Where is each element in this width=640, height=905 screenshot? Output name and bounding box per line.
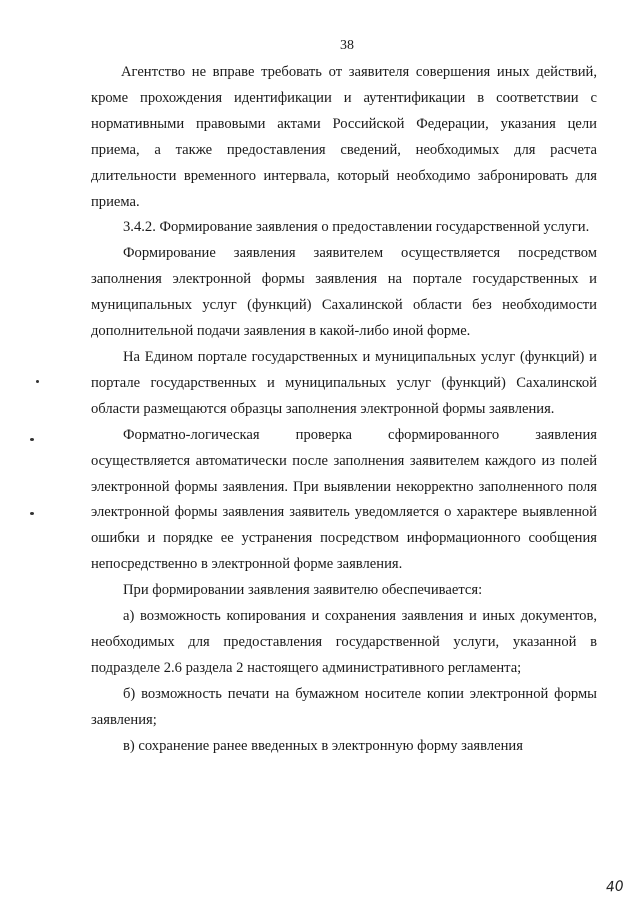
page-number: 38 [340, 38, 354, 53]
document-body [91, 60, 597, 759]
scan-mark [36, 380, 39, 383]
paragraph-ensured-list-intro: При формировании заявления заявителю обеспечивается: [123, 582, 483, 599]
handwritten-page-number: 40 [605, 878, 625, 896]
list-item-a: а) возможность копирования и сохранения заявления и иных документов, необходимых для предоставления государственной услуги, указанной в подразделе 2.6 раздела 2 настоящего административного регламента; [91, 608, 597, 676]
list-item-b: б) возможность печати на бумажном носителе копии электронной формы заявления; [91, 685, 597, 728]
scan-mark [30, 512, 34, 515]
list-item-v: в) сохранение ранее введенных в электронную форму заявления [123, 737, 523, 754]
paragraph-agency-restriction: Агентство не вправе требовать от заявителя совершения иных действий, кроме прохождения идентификации и аутентификации в соответствии с нормативными правовыми актами Российской Федерации, указания цели приема, а также предоставления сведений, необходимых для расчета длительности временного интервала, который необходимо забронировать для приема. [91, 64, 597, 210]
scan-mark [30, 438, 34, 441]
paragraph-sample-forms: На Едином портале государственных и муниципальных услуг (функций) и портале государственных и муниципальных услуг (функций) Сахалинской области размещаются образцы заполнения электронной формы заявления. [91, 348, 597, 417]
paragraph-section-3-4-2-heading: 3.4.2. Формирование заявления о предоставлении государственной услуги. [123, 219, 590, 236]
paragraph-format-check: Форматно-логическая проверка сформированного заявления осуществляется автоматически после заполнения заявителем каждого из полей электронной формы заявления. При выявлении некорректно заполненного поля электронной формы заявления заявитель уведомляется о характере выявленной ошибки и порядке ее устранения посредством информационного сообщения непосредственно в электронной форме заявления. [91, 426, 597, 573]
paragraph-form-filling: Формирование заявления заявителем осуществляется посредством заполнения электронной формы заявления на портале государственных и муниципальных услуг (функций) Сахалинской области без необходимости дополнительной подачи заявления в какой-либо иной форме. [91, 245, 597, 340]
